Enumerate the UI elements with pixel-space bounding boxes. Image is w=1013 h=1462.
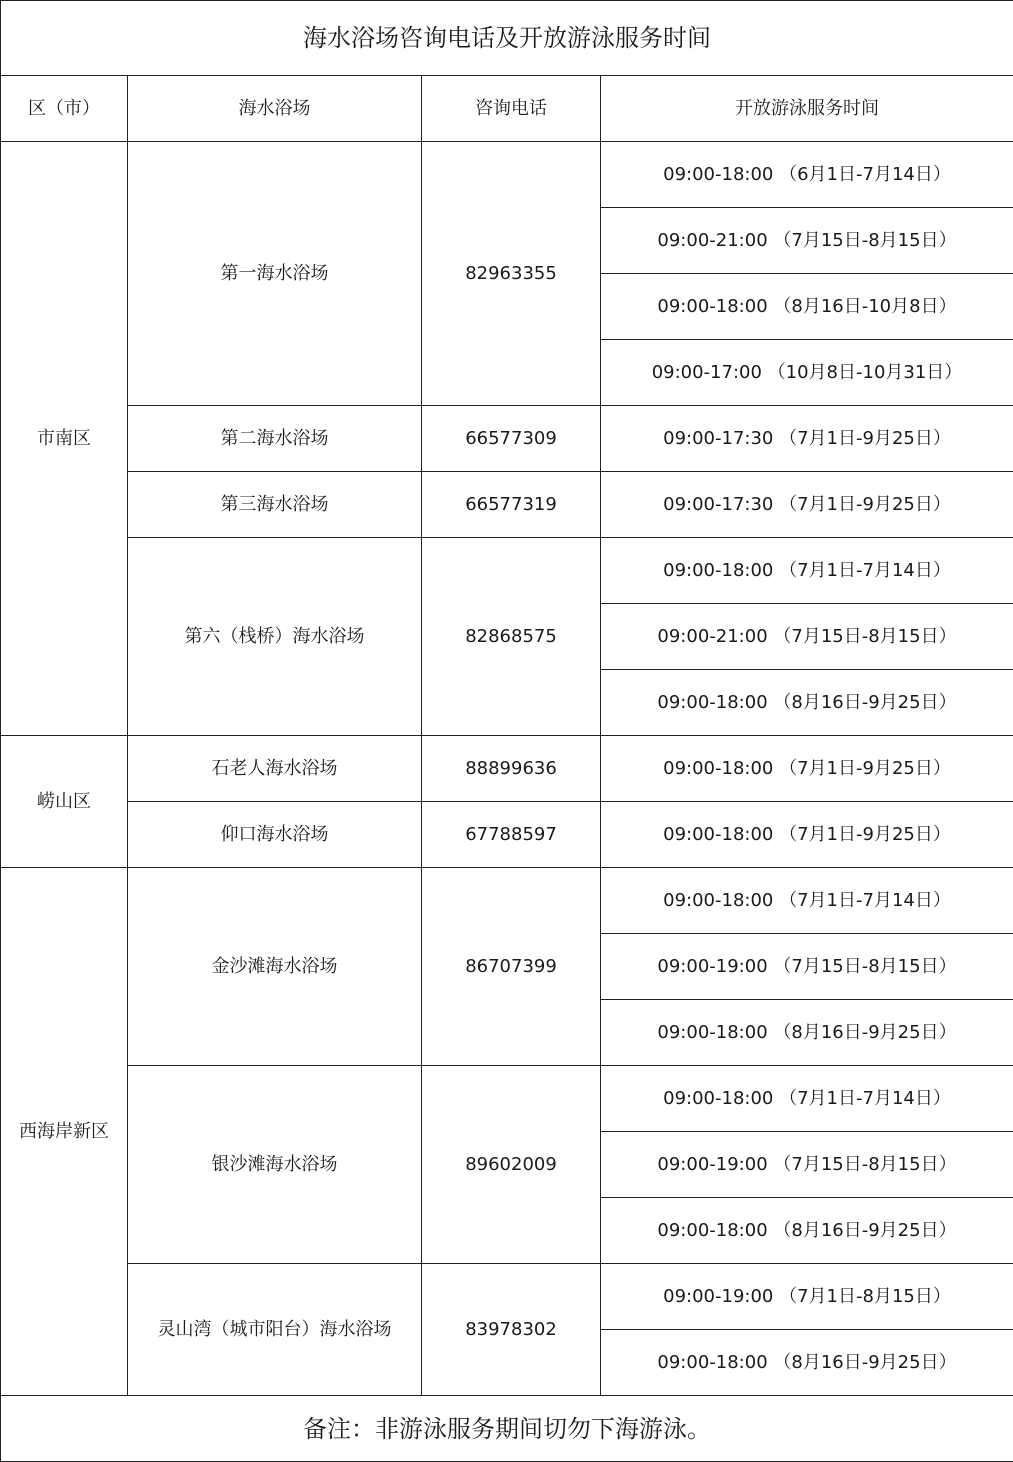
footnote: 备注：非游泳服务期间切勿下海游泳。 <box>1 1396 1013 1462</box>
phone-cell: 66577309 <box>422 406 601 472</box>
table-row <box>1 868 1013 934</box>
beach-name-cell: 银沙滩海水浴场 <box>128 1066 422 1264</box>
beach-name-cell: 第六（栈桥）海水浴场 <box>128 538 422 736</box>
hours-cell: 09:00-17:30 （7月1日-9月25日） <box>601 472 1013 538</box>
header-hours: 开放游泳服务时间 <box>601 76 1013 142</box>
hours-cell: 09:00-18:00 （7月1日-9月25日） <box>601 736 1013 802</box>
hours-cell: 09:00-21:00 （7月15日-8月15日） <box>601 604 1013 670</box>
hours-cell: 09:00-18:00 （8月16日-10月8日） <box>601 274 1013 340</box>
header-district: 区（市） <box>1 76 128 142</box>
table-row <box>1 1264 1013 1330</box>
beach-name-cell: 灵山湾（城市阳台）海水浴场 <box>128 1264 422 1396</box>
header-beach: 海水浴场 <box>128 76 422 142</box>
beach-name-cell: 第一海水浴场 <box>128 142 422 406</box>
hours-cell: 09:00-17:30 （7月1日-9月25日） <box>601 406 1013 472</box>
hours-cell: 09:00-18:00 （7月1日-7月14日） <box>601 1066 1013 1132</box>
hours-cell: 09:00-18:00 （7月1日-9月25日） <box>601 802 1013 868</box>
title-row <box>1 1 1013 76</box>
hours-cell: 09:00-18:00 （8月16日-9月25日） <box>601 670 1013 736</box>
beach-name-cell: 第二海水浴场 <box>128 406 422 472</box>
table-title: 海水浴场咨询电话及开放游泳服务时间 <box>1 1 1013 76</box>
note-row <box>1 1396 1013 1462</box>
district-cell: 西海岸新区 <box>1 868 128 1396</box>
hours-cell: 09:00-19:00 （7月15日-8月15日） <box>601 934 1013 1000</box>
phone-cell: 83978302 <box>422 1264 601 1396</box>
phone-cell: 82963355 <box>422 142 601 406</box>
hours-cell: 09:00-17:00 （10月8日-10月31日） <box>601 340 1013 406</box>
hours-cell: 09:00-18:00 （7月1日-7月14日） <box>601 538 1013 604</box>
district-cell: 崂山区 <box>1 736 128 868</box>
table-row <box>1 736 1013 802</box>
hours-cell: 09:00-18:00 （6月1日-7月14日） <box>601 142 1013 208</box>
district-cell: 市南区 <box>1 142 128 736</box>
hours-cell: 09:00-21:00 （7月15日-8月15日） <box>601 208 1013 274</box>
table-row <box>1 802 1013 868</box>
beach-name-cell: 石老人海水浴场 <box>128 736 422 802</box>
header-phone: 咨询电话 <box>422 76 601 142</box>
table-row <box>1 472 1013 538</box>
hours-cell: 09:00-18:00 （7月1日-7月14日） <box>601 868 1013 934</box>
phone-cell: 86707399 <box>422 868 601 1066</box>
header-row <box>1 76 1013 142</box>
beach-name-cell: 仰口海水浴场 <box>128 802 422 868</box>
hours-cell: 09:00-18:00 （8月16日-9月25日） <box>601 1000 1013 1066</box>
hours-cell: 09:00-19:00 （7月1日-8月15日） <box>601 1264 1013 1330</box>
phone-cell: 82868575 <box>422 538 601 736</box>
hours-cell: 09:00-18:00 （8月16日-9月25日） <box>601 1198 1013 1264</box>
table-row <box>1 142 1013 208</box>
beach-name-cell: 金沙滩海水浴场 <box>128 868 422 1066</box>
table-row <box>1 538 1013 604</box>
phone-cell: 89602009 <box>422 1066 601 1264</box>
beach-name-cell: 第三海水浴场 <box>128 472 422 538</box>
phone-cell: 66577319 <box>422 472 601 538</box>
phone-cell: 88899636 <box>422 736 601 802</box>
table-row <box>1 406 1013 472</box>
hours-cell: 09:00-18:00 （8月16日-9月25日） <box>601 1330 1013 1396</box>
table-row <box>1 1066 1013 1132</box>
hours-cell: 09:00-19:00 （7月15日-8月15日） <box>601 1132 1013 1198</box>
phone-cell: 67788597 <box>422 802 601 868</box>
